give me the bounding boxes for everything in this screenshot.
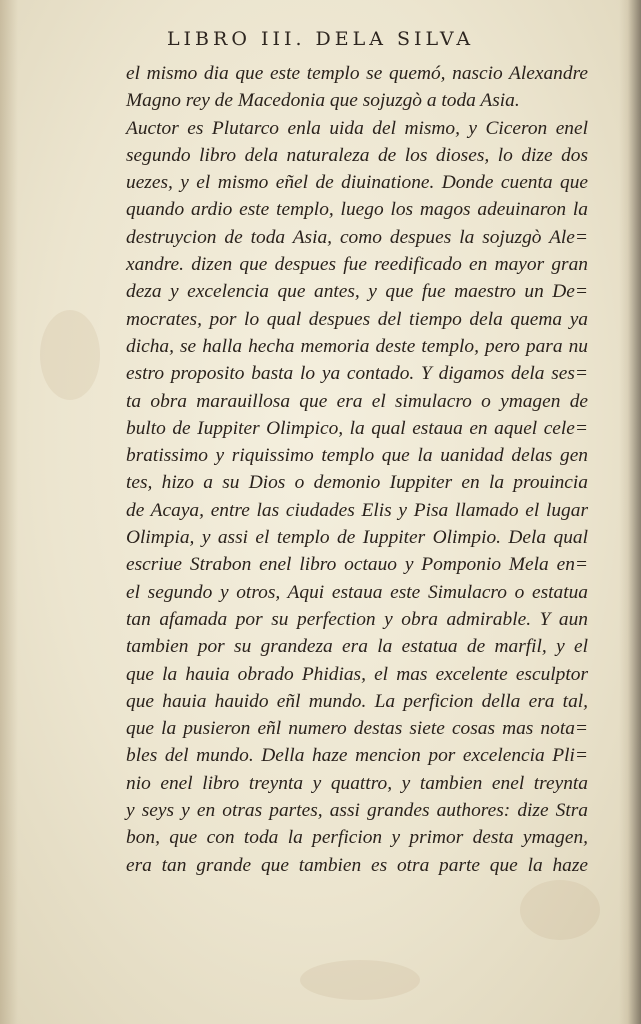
- text-line: segundo libro dela naturaleza de los dioses, lo dize dos: [126, 144, 588, 166]
- page-edge-shadow-left: [0, 0, 18, 1024]
- text-line: que la pusieron eñl numero destas siete cosas mas nota=: [126, 718, 588, 740]
- text-line: tan afamada por su perfection y obra admirable. Y aun: [126, 608, 588, 630]
- text-line: y seys y en otras partes, assi grandes authores: dize Stra: [126, 800, 588, 822]
- text-line: Magno rey de Macedonia que sojuzgò a toda Asia.: [126, 90, 520, 112]
- text-line: que la hauia obrado Phidias, el mas excelente esculptor: [126, 663, 588, 685]
- text-line: bulto de Iuppiter Olimpico, la qual estaua en aquel cele=: [126, 417, 588, 439]
- page-edge-shadow-right: [619, 0, 641, 1024]
- body-text: [126, 60, 588, 879]
- text-line: ta obra marauillosa que era el simulacro o ymagen de: [126, 390, 588, 412]
- text-line: tambien por su grandeza era la estatua de marfil, y el: [126, 636, 588, 658]
- text-line: dicha, se halla hecha memoria deste templo, pero para nu: [126, 335, 588, 357]
- text-line: de Acaya, entre las ciudades Elis y Pisa llamado el lugar: [126, 499, 588, 521]
- text-line: tes, hizo a su Dios o demonio Iuppiter en la prouincia: [126, 472, 588, 494]
- running-header: LIBRO III. DELA SILVA: [166, 28, 475, 50]
- text-line: destruycion de toda Asia, como despues la sojuzgò Ale=: [126, 226, 588, 248]
- text-line: nio enel libro treynta y quattro, y tambien enel treynta: [126, 772, 588, 794]
- text-line: uezes, y el mismo eñel de diuinatione. Donde cuenta que: [126, 172, 588, 194]
- text-line: estro proposito basta lo ya contado. Y digamos dela ses=: [126, 363, 588, 385]
- text-line: quando ardio este templo, luego los magos adeuinaron la: [126, 199, 588, 221]
- text-line: deza y excelencia que antes, y que fue maestro un De=: [126, 281, 588, 303]
- foxing-spot: [300, 960, 420, 1000]
- text-line: el segundo y otros, Aqui estaua este Simulacro o estatua: [126, 581, 588, 603]
- text-line: que hauia hauido eñl mundo. La perficion della era tal,: [126, 690, 588, 712]
- text-line: bratissimo y riquissimo templo que la uanidad delas gen: [126, 445, 588, 467]
- text-line: escriue Strabon enel libro octauo y Pomponio Mela en=: [126, 554, 588, 576]
- text-line: el mismo dia que este templo se quemó, nascio Alexandre: [126, 63, 588, 84]
- foxing-spot: [40, 310, 100, 400]
- text-line: xandre. dizen que despues fue reedificado en mayor gran: [126, 254, 588, 276]
- text-line: bles del mundo. Della haze mencion por excelencia Pli=: [126, 745, 588, 767]
- foxing-spot: [520, 880, 600, 940]
- text-line: era tan grande que tambien es otra parte que la haze: [126, 854, 588, 876]
- text-line: bon, que con toda la perficion y primor desta ymagen,: [126, 827, 588, 849]
- text-line: mocrates, por lo qual despues del tiempo dela quema ya: [126, 308, 588, 330]
- text-line: Olimpia, y assi el templo de Iuppiter Olimpio. Dela qual: [126, 527, 588, 549]
- text-line: Auctor es Plutarco enla uida del mismo, y Ciceron enel: [126, 117, 588, 139]
